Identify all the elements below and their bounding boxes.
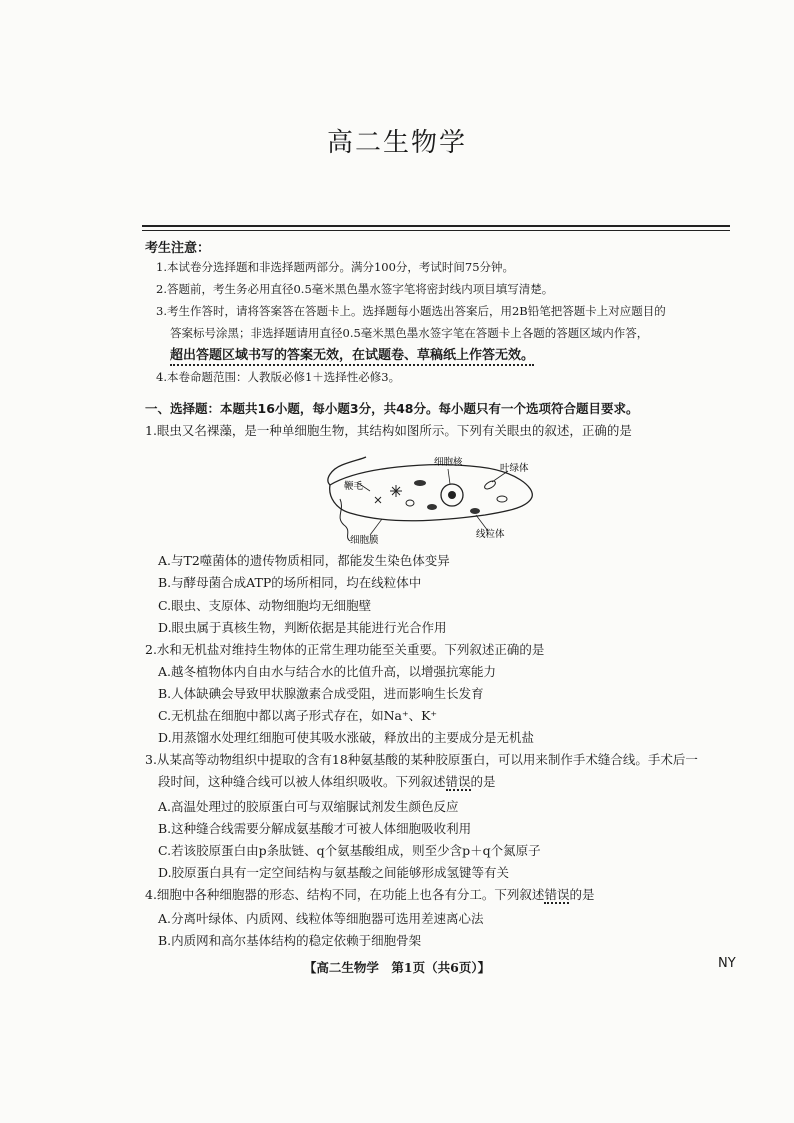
star-organelle-2 xyxy=(375,497,381,503)
q3-stem-pre: 段时间，这种缝合线可以被人体组织吸收。下列叙述 xyxy=(158,774,446,789)
q4-stem-pre: 4.细胞中各种细胞器的形态、结构不同，在功能上也各有分工。下列叙述 xyxy=(145,887,545,902)
q4-stem-post: 的是 xyxy=(569,887,595,902)
leader-membrane xyxy=(370,519,382,535)
label-mitochondria: 线粒体 xyxy=(476,529,505,540)
q1-option-c: C.眼虫、支原体、动物细胞均无细胞壁 xyxy=(158,598,372,613)
notice-item-3: 3.考生作答时，请将答案答在答题卡上。选择题每小题选出答案后，用2B铅笔把答题卡上对应题目的 xyxy=(156,304,666,318)
q3-stem-line2 xyxy=(158,772,496,790)
mitochondrion-shape xyxy=(470,508,480,514)
q4-option-a: A.分离叶绿体、内质网、线粒体等细胞器可选用差速离心法 xyxy=(158,911,484,926)
q3-option-c: C.若该胶原蛋白由p条肽链、q个氨基酸组成，则至少含p＋q个氮原子 xyxy=(158,843,541,858)
notice-item-4: 4.本卷命题范围：人教版必修1＋选择性必修3。 xyxy=(156,370,401,384)
membrane-fold xyxy=(340,499,350,541)
euglena-figure xyxy=(320,455,540,545)
q2-option-c: C.无机盐在细胞中都以离子形式存在，如Na⁺、K⁺ xyxy=(158,708,438,723)
section-heading: 一、选择题：本题共16小题，每小题3分，共48分。每小题只有一个选项符合题目要求。 xyxy=(145,401,639,416)
nucleolus xyxy=(448,491,456,499)
q3-stem-emph: 错误 xyxy=(445,774,471,789)
q1-stem: 1.眼虫又名裸藻，是一种单细胞生物，其结构如图所示。下列有关眼虫的叙述，正确的是 xyxy=(145,423,632,438)
paper-code: NY xyxy=(718,956,736,971)
q2-option-a: A.越冬植物体内自由水与结合水的比值升高，以增强抗寒能力 xyxy=(158,664,497,679)
organelle-1 xyxy=(414,480,426,486)
label-flagellum: 鞭毛 xyxy=(344,481,364,492)
header-rule-thick xyxy=(142,225,730,227)
q4-stem-emph: 错误 xyxy=(544,887,570,902)
q3-stem-line1: 3.从某高等动物组织中提取的含有18种氨基酸的某种胶原蛋白，可以用来制作手术缝合线。手术后一 xyxy=(145,752,698,767)
label-membrane: 细胞膜 xyxy=(350,535,379,545)
q2-stem: 2.水和无机盐对维持生物体的正常生理功能至关重要。下列叙述正确的是 xyxy=(145,642,545,657)
star-organelle xyxy=(390,485,402,497)
page-title: 高二生物学 xyxy=(326,128,467,158)
q1-option-a: A.与T2噬菌体的遗传物质相同，都能发生染色体变异 xyxy=(158,553,450,568)
chloroplast-shape-2 xyxy=(497,496,507,502)
q1-option-d: D.眼虫属于真核生物，判断依据是其能进行光合作用 xyxy=(158,620,447,635)
notice-emphasis-text: 超出答题区域书写的答案无效，在试题卷、草稿纸上作答无效。 xyxy=(170,348,534,366)
q3-option-b: B.这种缝合线需要分解成氨基酸才可被人体细胞吸收利用 xyxy=(158,821,472,836)
header-rule-thin xyxy=(142,230,730,231)
q4-stem xyxy=(145,885,594,903)
q1-option-b: B.与酵母菌合成ATP的场所相同，均在线粒体中 xyxy=(158,575,422,590)
q2-option-d: D.用蒸馏水处理红细胞可使其吸水涨破，释放出的主要成分是无机盐 xyxy=(158,730,535,745)
q3-option-a: A.高温处理过的胶原蛋白可与双缩脲试剂发生颜色反应 xyxy=(158,799,459,814)
notice-item-1: 1.本试卷分选择题和非选择题两部分。满分100分，考试时间75分钟。 xyxy=(156,260,515,274)
chloroplast-shape xyxy=(483,479,496,490)
organelle-3 xyxy=(406,500,414,506)
notice-item-2: 2.答题前，考生务必用直径0.5毫米黑色墨水签字笔将密封线内项目填写清楚。 xyxy=(156,282,554,296)
q4-option-b: B.内质网和高尔基体结构的稳定依赖于细胞骨架 xyxy=(158,933,422,948)
label-chloroplast: 叶绿体 xyxy=(500,463,529,474)
notice-heading: 考生注意： xyxy=(145,241,211,256)
q3-stem-post: 的是 xyxy=(470,774,496,789)
organelle-2 xyxy=(427,504,437,510)
q3-option-d: D.胶原蛋白具有一定空间结构与氨基酸之间能够形成氢键等有关 xyxy=(158,865,510,880)
leader-nucleus xyxy=(448,469,450,484)
q2-option-b: B.人体缺碘会导致甲状腺激素合成受阻，进而影响生长发育 xyxy=(158,686,484,701)
page-footer: 【高二生物学 第1页（共6页）】 xyxy=(303,960,491,975)
label-nucleus: 细胞核 xyxy=(434,457,463,468)
notice-item-3-cont: 答案标号涂黑；非选择题请用直径0.5毫米黑色墨水签字笔在答题卡上各题的答题区域内作答， xyxy=(170,326,649,340)
notice-item-3-emphasis xyxy=(170,345,534,367)
